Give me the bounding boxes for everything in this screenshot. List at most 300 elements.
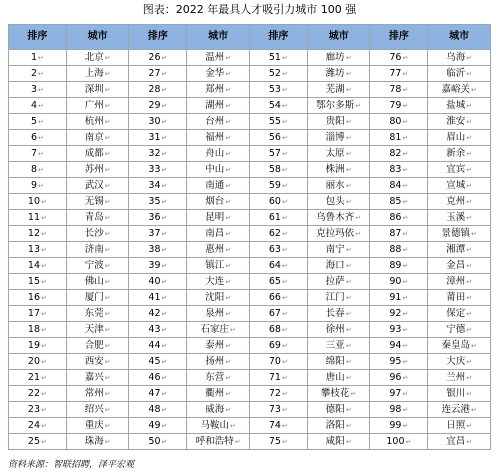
paragraph-mark-icon: ↵ xyxy=(402,277,409,286)
city-cell xyxy=(428,354,491,370)
city-cell xyxy=(66,130,129,146)
city-cell xyxy=(66,434,129,450)
rank-cell xyxy=(129,162,187,178)
paragraph-mark-icon: ↵ xyxy=(161,421,168,430)
paragraph-mark-icon: ↵ xyxy=(38,117,44,126)
city-cell xyxy=(307,434,370,450)
rank-value: 4 xyxy=(30,99,37,111)
paragraph-mark-icon: ↵ xyxy=(225,69,232,78)
paragraph-mark-icon: ↵ xyxy=(466,261,473,270)
rank-cell xyxy=(9,354,67,370)
city-name: 长春 xyxy=(325,307,345,319)
paragraph-mark-icon: ↵ xyxy=(38,69,44,78)
rank-value: 51 xyxy=(268,51,281,63)
city-name: 株洲 xyxy=(325,163,345,175)
paragraph-mark-icon: ↵ xyxy=(38,101,44,110)
table-row xyxy=(9,210,491,226)
paragraph-mark-icon: ↵ xyxy=(402,373,409,382)
rank-value: 14 xyxy=(27,259,41,271)
paragraph-mark-icon: ↵ xyxy=(225,165,232,174)
city-name: 临沂 xyxy=(446,67,466,79)
city-cell xyxy=(187,242,250,258)
city-cell xyxy=(66,402,129,418)
city-cell xyxy=(66,66,129,82)
rank-value: 72 xyxy=(268,387,281,399)
header-rank: 排序 xyxy=(370,25,428,50)
rank-value: 25 xyxy=(27,435,41,447)
paragraph-mark-icon: ↵ xyxy=(41,277,47,286)
city-cell xyxy=(428,402,491,418)
paragraph-mark-icon: ↵ xyxy=(104,437,111,446)
city-cell xyxy=(428,418,491,434)
header-rank: 排序 xyxy=(249,25,307,50)
rank-cell xyxy=(370,418,428,434)
paragraph-mark-icon: ↵ xyxy=(345,85,352,94)
city-cell xyxy=(307,338,370,354)
paragraph-mark-icon: ↵ xyxy=(161,53,168,62)
city-name: 绵阳 xyxy=(325,355,345,367)
city-cell xyxy=(187,50,250,66)
rank-cell xyxy=(370,226,428,242)
rank-value: 29 xyxy=(148,99,161,111)
city-cell xyxy=(187,338,250,354)
table-row xyxy=(9,386,491,402)
paragraph-mark-icon: ↵ xyxy=(355,101,362,110)
city-cell xyxy=(187,258,250,274)
rank-value: 93 xyxy=(389,323,402,335)
rank-cell xyxy=(249,338,307,354)
rank-value: 80 xyxy=(389,115,402,127)
city-cell xyxy=(428,386,491,402)
city-name: 淄博 xyxy=(325,131,345,143)
rank-cell xyxy=(249,402,307,418)
paragraph-mark-icon: ↵ xyxy=(104,133,111,142)
rank-value: 17 xyxy=(27,307,41,319)
rank-cell xyxy=(9,274,67,290)
city-name: 镇江 xyxy=(205,259,225,271)
rank-cell xyxy=(249,162,307,178)
city-name: 海口 xyxy=(325,259,345,271)
city-name: 威海 xyxy=(205,403,225,415)
rank-cell xyxy=(129,82,187,98)
paragraph-mark-icon: ↵ xyxy=(38,181,44,190)
paragraph-mark-icon: ↵ xyxy=(38,53,44,62)
rank-value: 62 xyxy=(268,227,281,239)
rank-cell xyxy=(129,50,187,66)
rank-value: 46 xyxy=(148,371,161,383)
rank-value: 58 xyxy=(268,163,281,175)
rank-cell xyxy=(129,194,187,210)
header-rank: 排序 xyxy=(129,25,187,50)
paragraph-mark-icon: ↵ xyxy=(225,85,232,94)
paragraph-mark-icon: ↵ xyxy=(225,293,232,302)
paragraph-mark-icon: ↵ xyxy=(345,165,352,174)
city-cell xyxy=(307,322,370,338)
paragraph-mark-icon: ↵ xyxy=(161,245,168,254)
city-cell xyxy=(66,82,129,98)
paragraph-mark-icon: ↵ xyxy=(466,197,473,206)
rank-cell xyxy=(9,130,67,146)
rank-cell xyxy=(370,162,428,178)
city-cell xyxy=(307,418,370,434)
city-cell xyxy=(428,274,491,290)
table-row xyxy=(9,258,491,274)
paragraph-mark-icon: ↵ xyxy=(41,421,47,430)
city-cell xyxy=(307,178,370,194)
city-cell xyxy=(66,226,129,242)
rank-cell xyxy=(370,386,428,402)
rank-cell xyxy=(9,194,67,210)
paragraph-mark-icon: ↵ xyxy=(466,133,473,142)
city-name: 呼和浩特 xyxy=(195,435,234,447)
city-name: 金华 xyxy=(205,67,225,79)
city-cell xyxy=(66,114,129,130)
city-cell xyxy=(307,354,370,370)
rank-cell xyxy=(129,290,187,306)
paragraph-mark-icon: ↵ xyxy=(225,245,232,254)
paragraph-mark-icon: ↵ xyxy=(345,309,352,318)
paragraph-mark-icon: ↵ xyxy=(161,293,168,302)
paragraph-mark-icon: ↵ xyxy=(104,325,111,334)
rank-cell xyxy=(249,50,307,66)
paragraph-mark-icon: ↵ xyxy=(104,245,111,254)
paragraph-mark-icon: ↵ xyxy=(345,245,352,254)
paragraph-mark-icon: ↵ xyxy=(281,421,288,430)
city-name: 北京 xyxy=(84,51,104,63)
header-rank: 排序 xyxy=(9,25,67,50)
rank-value: 59 xyxy=(268,179,281,191)
rank-cell xyxy=(249,66,307,82)
paragraph-mark-icon: ↵ xyxy=(466,245,473,254)
city-name: 广州 xyxy=(84,99,104,111)
paragraph-mark-icon: ↵ xyxy=(281,53,288,62)
rank-value: 34 xyxy=(148,179,161,191)
city-ranking-table xyxy=(8,24,491,450)
rank-value: 41 xyxy=(148,291,161,303)
rank-value: 44 xyxy=(148,339,161,351)
city-cell xyxy=(187,226,250,242)
table-row xyxy=(9,370,491,386)
paragraph-mark-icon: ↵ xyxy=(345,325,352,334)
city-name: 玉溪 xyxy=(446,211,466,223)
paragraph-mark-icon: ↵ xyxy=(281,341,288,350)
rank-value: 3 xyxy=(30,83,37,95)
paragraph-mark-icon: ↵ xyxy=(402,165,409,174)
city-name: 丽水 xyxy=(325,179,345,191)
city-cell xyxy=(66,194,129,210)
header-row xyxy=(9,25,491,50)
paragraph-mark-icon: ↵ xyxy=(161,389,168,398)
city-name: 金昌 xyxy=(446,259,466,271)
rank-cell xyxy=(9,338,67,354)
paragraph-mark-icon: ↵ xyxy=(225,373,232,382)
city-name: 攀枝花 xyxy=(320,387,350,399)
city-name: 舟山 xyxy=(205,147,225,159)
table-row xyxy=(9,242,491,258)
city-cell xyxy=(307,226,370,242)
paragraph-mark-icon: ↵ xyxy=(104,165,111,174)
rank-cell xyxy=(129,242,187,258)
rank-cell xyxy=(249,370,307,386)
paragraph-mark-icon: ↵ xyxy=(466,357,473,366)
paragraph-mark-icon: ↵ xyxy=(225,405,232,414)
city-name: 洛阳 xyxy=(325,419,345,431)
paragraph-mark-icon: ↵ xyxy=(466,149,473,158)
city-name: 鄂尔多斯 xyxy=(316,99,355,111)
paragraph-mark-icon: ↵ xyxy=(281,293,288,302)
rank-value: 1 xyxy=(30,51,37,63)
city-name: 重庆 xyxy=(84,419,104,431)
city-cell xyxy=(187,82,250,98)
rank-cell xyxy=(370,194,428,210)
rank-cell xyxy=(9,290,67,306)
header-city: 城市 xyxy=(187,25,250,50)
paragraph-mark-icon: ↵ xyxy=(161,309,168,318)
paragraph-mark-icon: ↵ xyxy=(104,341,111,350)
paragraph-mark-icon: ↵ xyxy=(161,117,168,126)
paragraph-mark-icon: ↵ xyxy=(281,405,288,414)
rank-value: 61 xyxy=(268,211,281,223)
paragraph-mark-icon: ↵ xyxy=(161,213,168,222)
rank-value: 79 xyxy=(389,99,402,111)
table-row xyxy=(9,322,491,338)
rank-value: 20 xyxy=(27,355,41,367)
rank-cell xyxy=(370,370,428,386)
city-cell xyxy=(187,434,250,450)
paragraph-mark-icon: ↵ xyxy=(161,437,168,446)
rank-value: 87 xyxy=(389,227,402,239)
city-cell xyxy=(187,322,250,338)
city-name: 三亚 xyxy=(325,339,345,351)
rank-value: 60 xyxy=(268,195,281,207)
rank-cell xyxy=(249,114,307,130)
city-name: 烟台 xyxy=(205,195,225,207)
paragraph-mark-icon: ↵ xyxy=(402,341,409,350)
city-name: 佛山 xyxy=(84,275,104,287)
rank-cell xyxy=(9,418,67,434)
city-name: 西安 xyxy=(84,355,104,367)
city-name: 乌海 xyxy=(446,51,466,63)
city-name: 连云港 xyxy=(441,403,470,415)
paragraph-mark-icon: ↵ xyxy=(402,181,409,190)
paragraph-mark-icon: ↵ xyxy=(466,325,473,334)
city-cell xyxy=(187,386,250,402)
city-name: 廊坊 xyxy=(325,51,345,63)
paragraph-mark-icon: ↵ xyxy=(161,181,168,190)
paragraph-mark-icon: ↵ xyxy=(466,277,473,286)
rank-cell xyxy=(9,114,67,130)
paragraph-mark-icon: ↵ xyxy=(104,421,111,430)
rank-cell xyxy=(370,306,428,322)
rank-cell xyxy=(129,210,187,226)
rank-cell xyxy=(249,306,307,322)
paragraph-mark-icon: ↵ xyxy=(225,197,232,206)
table-row xyxy=(9,50,491,66)
rank-cell xyxy=(370,242,428,258)
paragraph-mark-icon: ↵ xyxy=(104,405,111,414)
city-name: 宁德 xyxy=(446,323,466,335)
rank-cell xyxy=(129,66,187,82)
paragraph-mark-icon: ↵ xyxy=(225,133,232,142)
paragraph-mark-icon: ↵ xyxy=(345,357,352,366)
rank-cell xyxy=(9,402,67,418)
city-name: 福州 xyxy=(205,131,225,143)
paragraph-mark-icon: ↵ xyxy=(345,117,352,126)
rank-value: 54 xyxy=(268,99,281,111)
city-cell xyxy=(307,66,370,82)
city-cell xyxy=(187,274,250,290)
paragraph-mark-icon: ↵ xyxy=(234,437,241,446)
city-name: 沈阳 xyxy=(205,291,225,303)
city-cell xyxy=(428,178,491,194)
city-cell xyxy=(66,162,129,178)
rank-cell xyxy=(9,98,67,114)
city-cell xyxy=(66,178,129,194)
table-row xyxy=(9,402,491,418)
city-cell xyxy=(307,370,370,386)
rank-value: 69 xyxy=(268,339,281,351)
city-cell xyxy=(307,146,370,162)
rank-cell xyxy=(9,258,67,274)
paragraph-mark-icon: ↵ xyxy=(41,197,47,206)
city-name: 宜宾 xyxy=(446,163,466,175)
rank-value: 70 xyxy=(268,355,281,367)
paragraph-mark-icon: ↵ xyxy=(402,53,409,62)
paragraph-mark-icon: ↵ xyxy=(355,229,362,238)
table-row xyxy=(9,338,491,354)
paragraph-mark-icon: ↵ xyxy=(161,357,168,366)
rank-cell xyxy=(129,258,187,274)
city-cell xyxy=(66,370,129,386)
paragraph-mark-icon: ↵ xyxy=(345,133,352,142)
paragraph-mark-icon: ↵ xyxy=(281,277,288,286)
city-cell xyxy=(66,322,129,338)
rank-value: 67 xyxy=(268,307,281,319)
rank-cell xyxy=(129,98,187,114)
city-name: 眉山 xyxy=(446,131,466,143)
city-name: 克州 xyxy=(446,195,466,207)
paragraph-mark-icon: ↵ xyxy=(281,261,288,270)
rank-value: 78 xyxy=(389,83,402,95)
paragraph-mark-icon: ↵ xyxy=(281,149,288,158)
city-cell xyxy=(66,210,129,226)
city-cell xyxy=(187,98,250,114)
rank-cell xyxy=(370,322,428,338)
rank-value: 64 xyxy=(268,259,281,271)
rank-value: 45 xyxy=(148,355,161,367)
paragraph-mark-icon: ↵ xyxy=(104,277,111,286)
paragraph-mark-icon: ↵ xyxy=(345,261,352,270)
city-cell xyxy=(66,306,129,322)
rank-cell xyxy=(249,130,307,146)
rank-value: 66 xyxy=(268,291,281,303)
city-name: 保定 xyxy=(446,307,466,319)
paragraph-mark-icon: ↵ xyxy=(345,405,352,414)
city-name: 潍坊 xyxy=(325,67,345,79)
city-cell xyxy=(307,274,370,290)
rank-cell xyxy=(129,354,187,370)
paragraph-mark-icon: ↵ xyxy=(281,437,288,446)
rank-cell xyxy=(9,146,67,162)
city-cell xyxy=(307,98,370,114)
rank-cell xyxy=(370,290,428,306)
rank-value: 40 xyxy=(148,275,161,287)
city-name: 济南 xyxy=(84,243,104,255)
rank-cell xyxy=(249,274,307,290)
city-name: 苏州 xyxy=(84,163,104,175)
city-cell xyxy=(428,434,491,450)
city-name: 深圳 xyxy=(84,83,104,95)
rank-value: 55 xyxy=(268,115,281,127)
paragraph-mark-icon: ↵ xyxy=(281,213,288,222)
rank-value: 21 xyxy=(27,371,41,383)
paragraph-mark-icon: ↵ xyxy=(161,341,168,350)
table-row xyxy=(9,130,491,146)
city-name: 大庆 xyxy=(446,355,466,367)
city-cell xyxy=(307,290,370,306)
city-name: 宜昌 xyxy=(446,435,466,447)
rank-cell xyxy=(129,338,187,354)
rank-cell xyxy=(129,130,187,146)
rank-cell xyxy=(129,146,187,162)
paragraph-mark-icon: ↵ xyxy=(466,117,473,126)
city-name: 唐山 xyxy=(325,371,345,383)
paragraph-mark-icon: ↵ xyxy=(402,405,409,414)
paragraph-mark-icon: ↵ xyxy=(402,421,409,430)
city-name: 天津 xyxy=(84,323,104,335)
paragraph-mark-icon: ↵ xyxy=(38,165,44,174)
rank-value: 43 xyxy=(148,323,161,335)
rank-value: 16 xyxy=(27,291,41,303)
rank-value: 63 xyxy=(268,243,281,255)
rank-value: 68 xyxy=(268,323,281,335)
paragraph-mark-icon: ↵ xyxy=(225,261,232,270)
paragraph-mark-icon: ↵ xyxy=(466,373,473,382)
paragraph-mark-icon: ↵ xyxy=(466,69,473,78)
city-name: 南昌 xyxy=(205,227,225,239)
city-name: 泉州 xyxy=(205,307,225,319)
table-row xyxy=(9,162,491,178)
table-row xyxy=(9,226,491,242)
paragraph-mark-icon: ↵ xyxy=(104,197,111,206)
city-name: 杭州 xyxy=(84,115,104,127)
paragraph-mark-icon: ↵ xyxy=(281,245,288,254)
paragraph-mark-icon: ↵ xyxy=(161,101,168,110)
paragraph-mark-icon: ↵ xyxy=(225,277,232,286)
city-name: 咸阳 xyxy=(325,435,345,447)
rank-value: 18 xyxy=(27,323,41,335)
paragraph-mark-icon: ↵ xyxy=(281,101,288,110)
city-cell xyxy=(66,98,129,114)
rank-value: 94 xyxy=(389,339,402,351)
paragraph-mark-icon: ↵ xyxy=(161,197,168,206)
city-cell xyxy=(428,370,491,386)
paragraph-mark-icon: ↵ xyxy=(345,53,352,62)
rank-cell xyxy=(370,98,428,114)
rank-cell xyxy=(129,370,187,386)
table-row xyxy=(9,146,491,162)
city-name: 乌鲁木齐 xyxy=(316,211,355,223)
rank-cell xyxy=(9,178,67,194)
rank-cell xyxy=(249,290,307,306)
paragraph-mark-icon: ↵ xyxy=(104,293,111,302)
paragraph-mark-icon: ↵ xyxy=(41,309,47,318)
city-cell xyxy=(66,290,129,306)
table-row xyxy=(9,114,491,130)
rank-value: 100 xyxy=(386,435,405,447)
city-name: 郑州 xyxy=(205,83,225,95)
rank-value: 24 xyxy=(27,419,41,431)
